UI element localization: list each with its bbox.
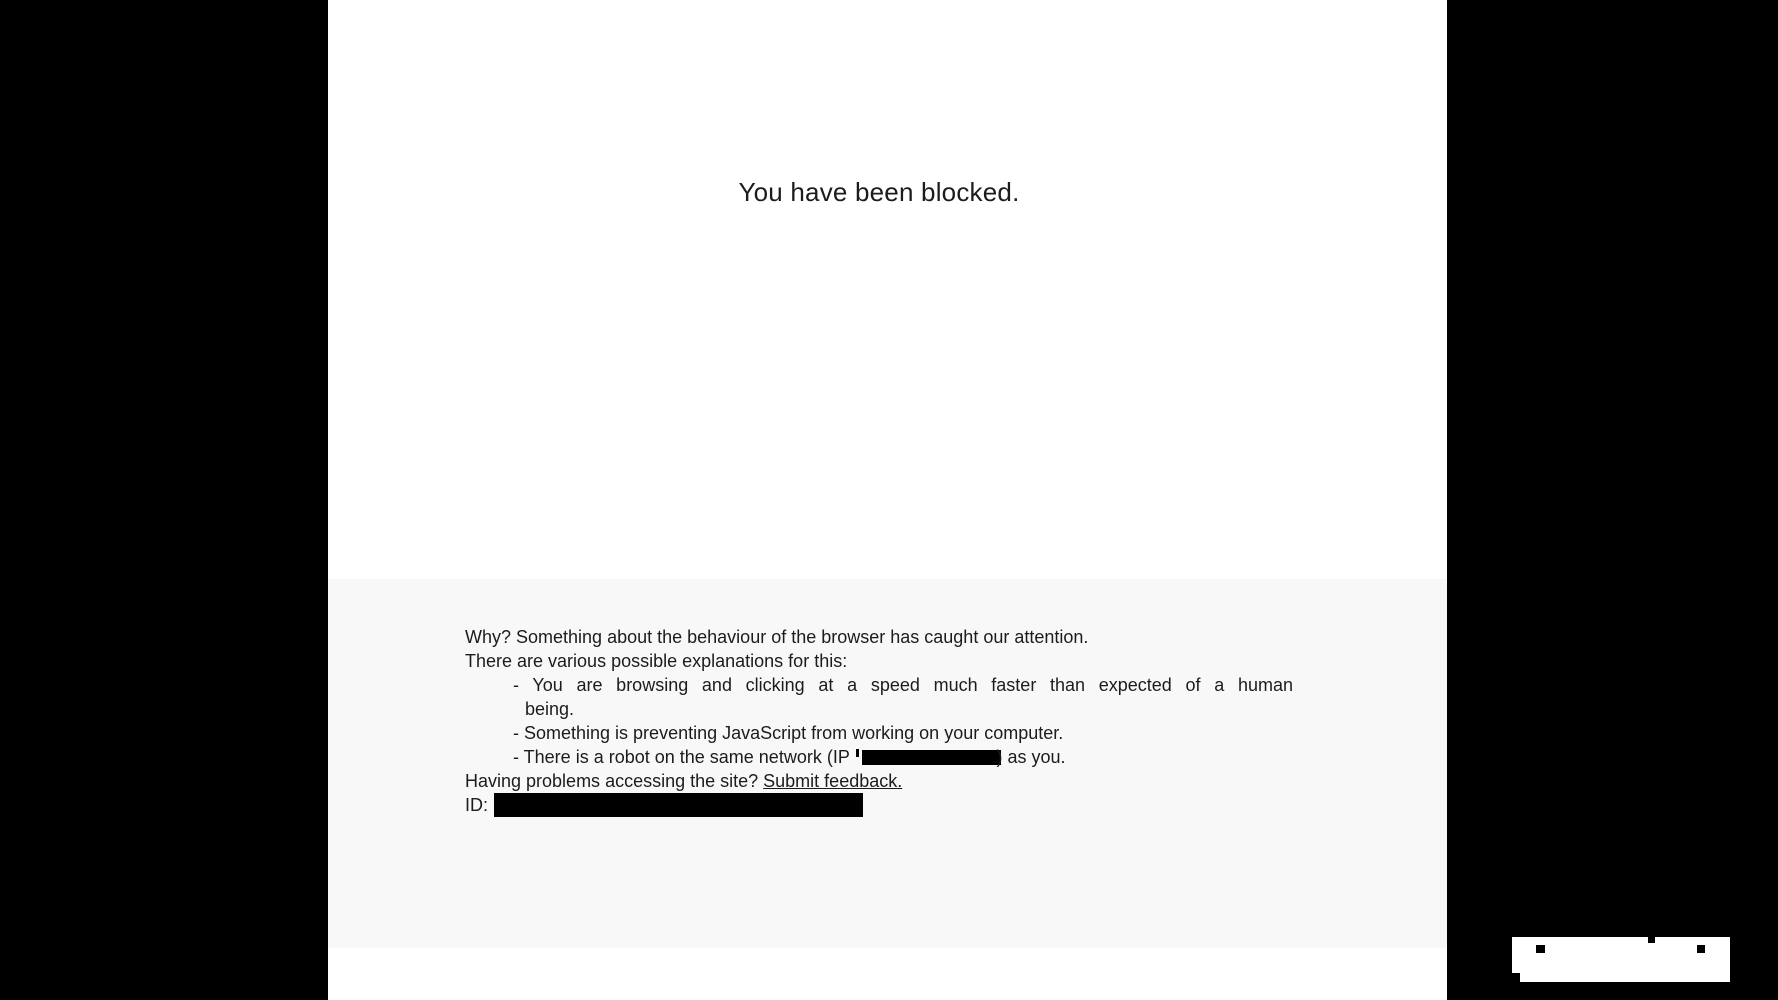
explanation-speed [513, 673, 1293, 721]
redaction-mark [1536, 945, 1545, 953]
info-section [328, 579, 1447, 948]
redaction-mark [1648, 937, 1655, 943]
feedback-question: Having problems accessing the site? [465, 771, 764, 791]
explanation-robot-text [513, 745, 1293, 769]
explanation-javascript [513, 721, 1293, 745]
explanation-robot-after: ) as you. [996, 747, 1066, 767]
letterbox-right [1447, 0, 1778, 1000]
explanation-speed-line2: being. [525, 699, 575, 719]
explanation-robot [513, 745, 1293, 769]
id-label: ID: [465, 795, 489, 815]
redacted-overlay [1512, 937, 1730, 982]
feedback-line [465, 769, 1293, 793]
id-line [465, 793, 1293, 817]
redaction-mark [1697, 945, 1705, 953]
explanations-intro: There are various possible explanations for this: [465, 651, 848, 671]
page-title: You have been blocked. [738, 177, 1020, 207]
explanation-javascript-text: - Something is preventing JavaScript from working on your computer. [513, 723, 1064, 743]
redaction-mark [1512, 973, 1520, 982]
explanation-speed-line1: - You are browsing and clicking at a speed much faster than expected of a human [513, 675, 1293, 695]
ip-partial-char [856, 749, 859, 757]
ip-redaction-bar [862, 750, 1001, 765]
letterbox-left [0, 0, 328, 1000]
submit-feedback-link[interactable]: Submit feedback. [763, 771, 903, 791]
page-viewport [328, 0, 1447, 1000]
explanation-robot-before: - There is a robot on the same network (IP [513, 747, 855, 767]
id-redaction-bar [494, 793, 863, 817]
why-text: Why? Something about the behaviour of the browser has caught our attention. [465, 627, 1089, 647]
explanations-list [465, 673, 1293, 769]
